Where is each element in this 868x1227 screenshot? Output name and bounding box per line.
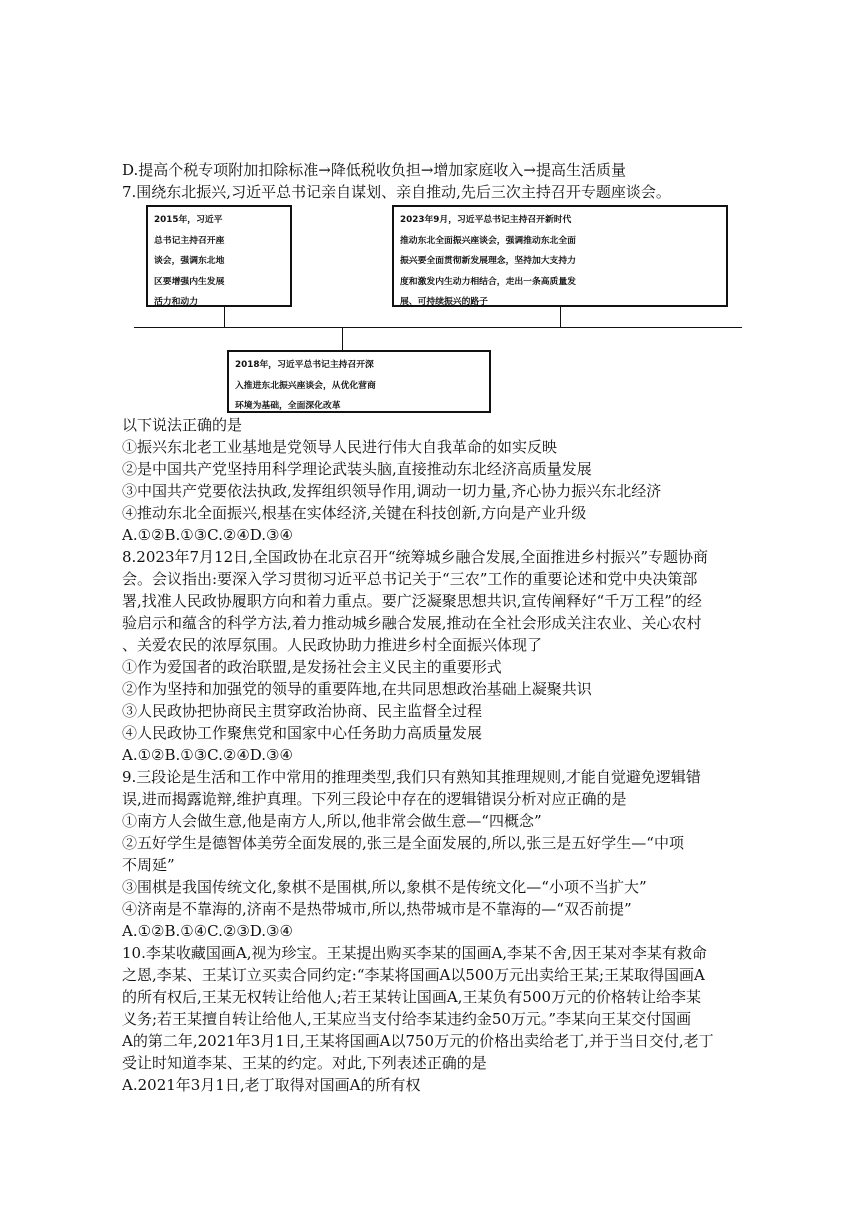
q7-statement-3: ③中国共产党要依法执政,发挥组织领导作用,调动一切力量,齐心协力振兴东北经济 bbox=[122, 482, 662, 500]
q10-stem-line-2: 之恩,李某、王某订立买卖合同约定:“李某将国画A以500万元出卖给王某;王某取得国画A bbox=[122, 966, 705, 984]
timeline-connector-2018 bbox=[342, 328, 343, 351]
q7-stem: 7.围绕东北振兴,习近平总书记亲自谋划、亲自推动,先后三次主持召开专题座谈会。 bbox=[122, 183, 671, 201]
timeline-connector-2015 bbox=[224, 307, 225, 328]
q7-statement-4: ④推动东北全面振兴,根基在实体经济,关键在科技创新,方向是产业升级 bbox=[122, 504, 587, 522]
q8-statement-2: ②作为坚持和加强党的领导的重要阵地,在共同思想政治基础上凝聚共识 bbox=[122, 680, 592, 698]
timeline-connector-2023 bbox=[560, 307, 561, 328]
q8-statement-1: ①作为爱国者的政治联盟,是发扬社会主义民主的重要形式 bbox=[122, 658, 502, 676]
q10-stem-line-4: 义务;若王某擅自转让给他人,王某应当支付给李某违约金50万元。”李某向王某交付国画 bbox=[122, 1010, 692, 1028]
q10-stem-line-6: 受让时知道李某、王某的约定。对此,下列表述正确的是 bbox=[122, 1054, 487, 1072]
q7-prompt: 以下说法正确的是 bbox=[122, 416, 243, 434]
q8-stem-line-2: 会。会议指出:要深入学习贯彻习近平总书记关于“三农”工作的重要论述和党中央决策部 bbox=[122, 570, 698, 588]
timeline-box-2015: 2015年，习近平 总书记主持召开座 谈会，强调东北地 区要增强内生发展 活力和动力 bbox=[146, 205, 292, 307]
q9-stem-line-1: 9.三段论是生活和工作中常用的推理类型,我们只有熟知其推理规则,才能自觉避免逻辑错 bbox=[122, 768, 701, 786]
q10-stem-line-5: A的第二年,2021年3月1日,王某将国画A以750万元的价格出卖给老丁,并于当日交付,老丁 bbox=[122, 1032, 714, 1050]
q7-statement-1: ①振兴东北老工业基地是党领导人民进行伟大自我革命的如实反映 bbox=[122, 438, 558, 456]
q8-statement-3: ③人民政协把协商民主贯穿政治协商、民主监督全过程 bbox=[122, 702, 483, 720]
q8-statement-4: ④人民政协工作聚焦党和国家中心任务助力高质量发展 bbox=[122, 724, 483, 742]
q9-stem-line-2: 误,进而揭露诡辩,维护真理。下列三段论中存在的逻辑错误分析对应正确的是 bbox=[122, 790, 627, 808]
timeline-box-2018: 2018年，习近平总书记主持召开深 入推进东北振兴座谈会，从优化营商 环境为基础，全面深化改革 bbox=[227, 350, 491, 413]
q8-stem-line-3: 署,找准人民政协履职方向和着力重点。要广泛凝聚思想共识,宣传阐释好“千万工程”的经 bbox=[122, 592, 702, 610]
q10-stem-line-1: 10.李某收藏国画A,视为珍宝。王某提出购买李某的国画A,李某不舍,因王某对李某有救命 bbox=[122, 944, 707, 962]
q6-option-d: D.提高个税专项附加扣除标准→降低税收负担→增加家庭收入→提高生活质量 bbox=[122, 161, 626, 179]
q9-statement-1: ①南方人会做生意,他是南方人,所以,他非常会做生意—“四概念” bbox=[122, 812, 542, 830]
timeline-axis bbox=[134, 327, 742, 328]
q10-option-a: A.2021年3月1日,老丁取得对国画A的所有权 bbox=[122, 1076, 421, 1094]
q9-options: A.①②B.①④C.②③D.③④ bbox=[122, 922, 293, 940]
q8-stem-line-5: 、关爱农民的浓厚氛围。人民政协助力推进乡村全面振兴体现了 bbox=[122, 636, 543, 654]
q9-statement-2: ②五好学生是德智体美劳全面发展的,张三是全面发展的,所以,张三是五好学生—“中项 bbox=[122, 834, 684, 852]
q9-statement-3: ③围棋是我国传统文化,象棋不是围棋,所以,象棋不是传统文化—“小项不当扩大” bbox=[122, 878, 647, 896]
q7-statement-2: ②是中国共产党坚持用科学理论武装头脑,直接推动东北经济高质量发展 bbox=[122, 460, 592, 478]
q8-options: A.①②B.①③C.②④D.③④ bbox=[122, 746, 293, 764]
q9-statement-2-cont: 不周延” bbox=[122, 856, 175, 874]
q9-statement-4: ④济南是不靠海的,济南不是热带城市,所以,热带城市是不靠海的—“双否前提” bbox=[122, 900, 632, 918]
timeline-box-2023: 2023年9月，习近平总书记主持召开新时代 推动东北全面振兴座谈会，强调推动东北全面 振兴要全面贯彻新发展理念，坚持加大支持力 度和激发内生动力相结合，走出一条高质量发 展、可持续振兴的路子 bbox=[392, 205, 728, 307]
q8-stem-line-1: 8.2023年7月12日,全国政协在北京召开“统筹城乡融合发展,全面推进乡村振兴”专题协商 bbox=[122, 548, 708, 566]
q8-stem-line-4: 验启示和蕴含的科学方法,着力推动城乡融合发展,推动在全社会形成关注农业、关心农村 bbox=[122, 614, 702, 632]
q10-stem-line-3: 的所有权后,王某无权转让给他人;若王某转让国画A,王某负有500万元的价格转让给李某 bbox=[122, 988, 702, 1006]
q7-options: A.①②B.①③C.②④D.③④ bbox=[122, 526, 293, 544]
